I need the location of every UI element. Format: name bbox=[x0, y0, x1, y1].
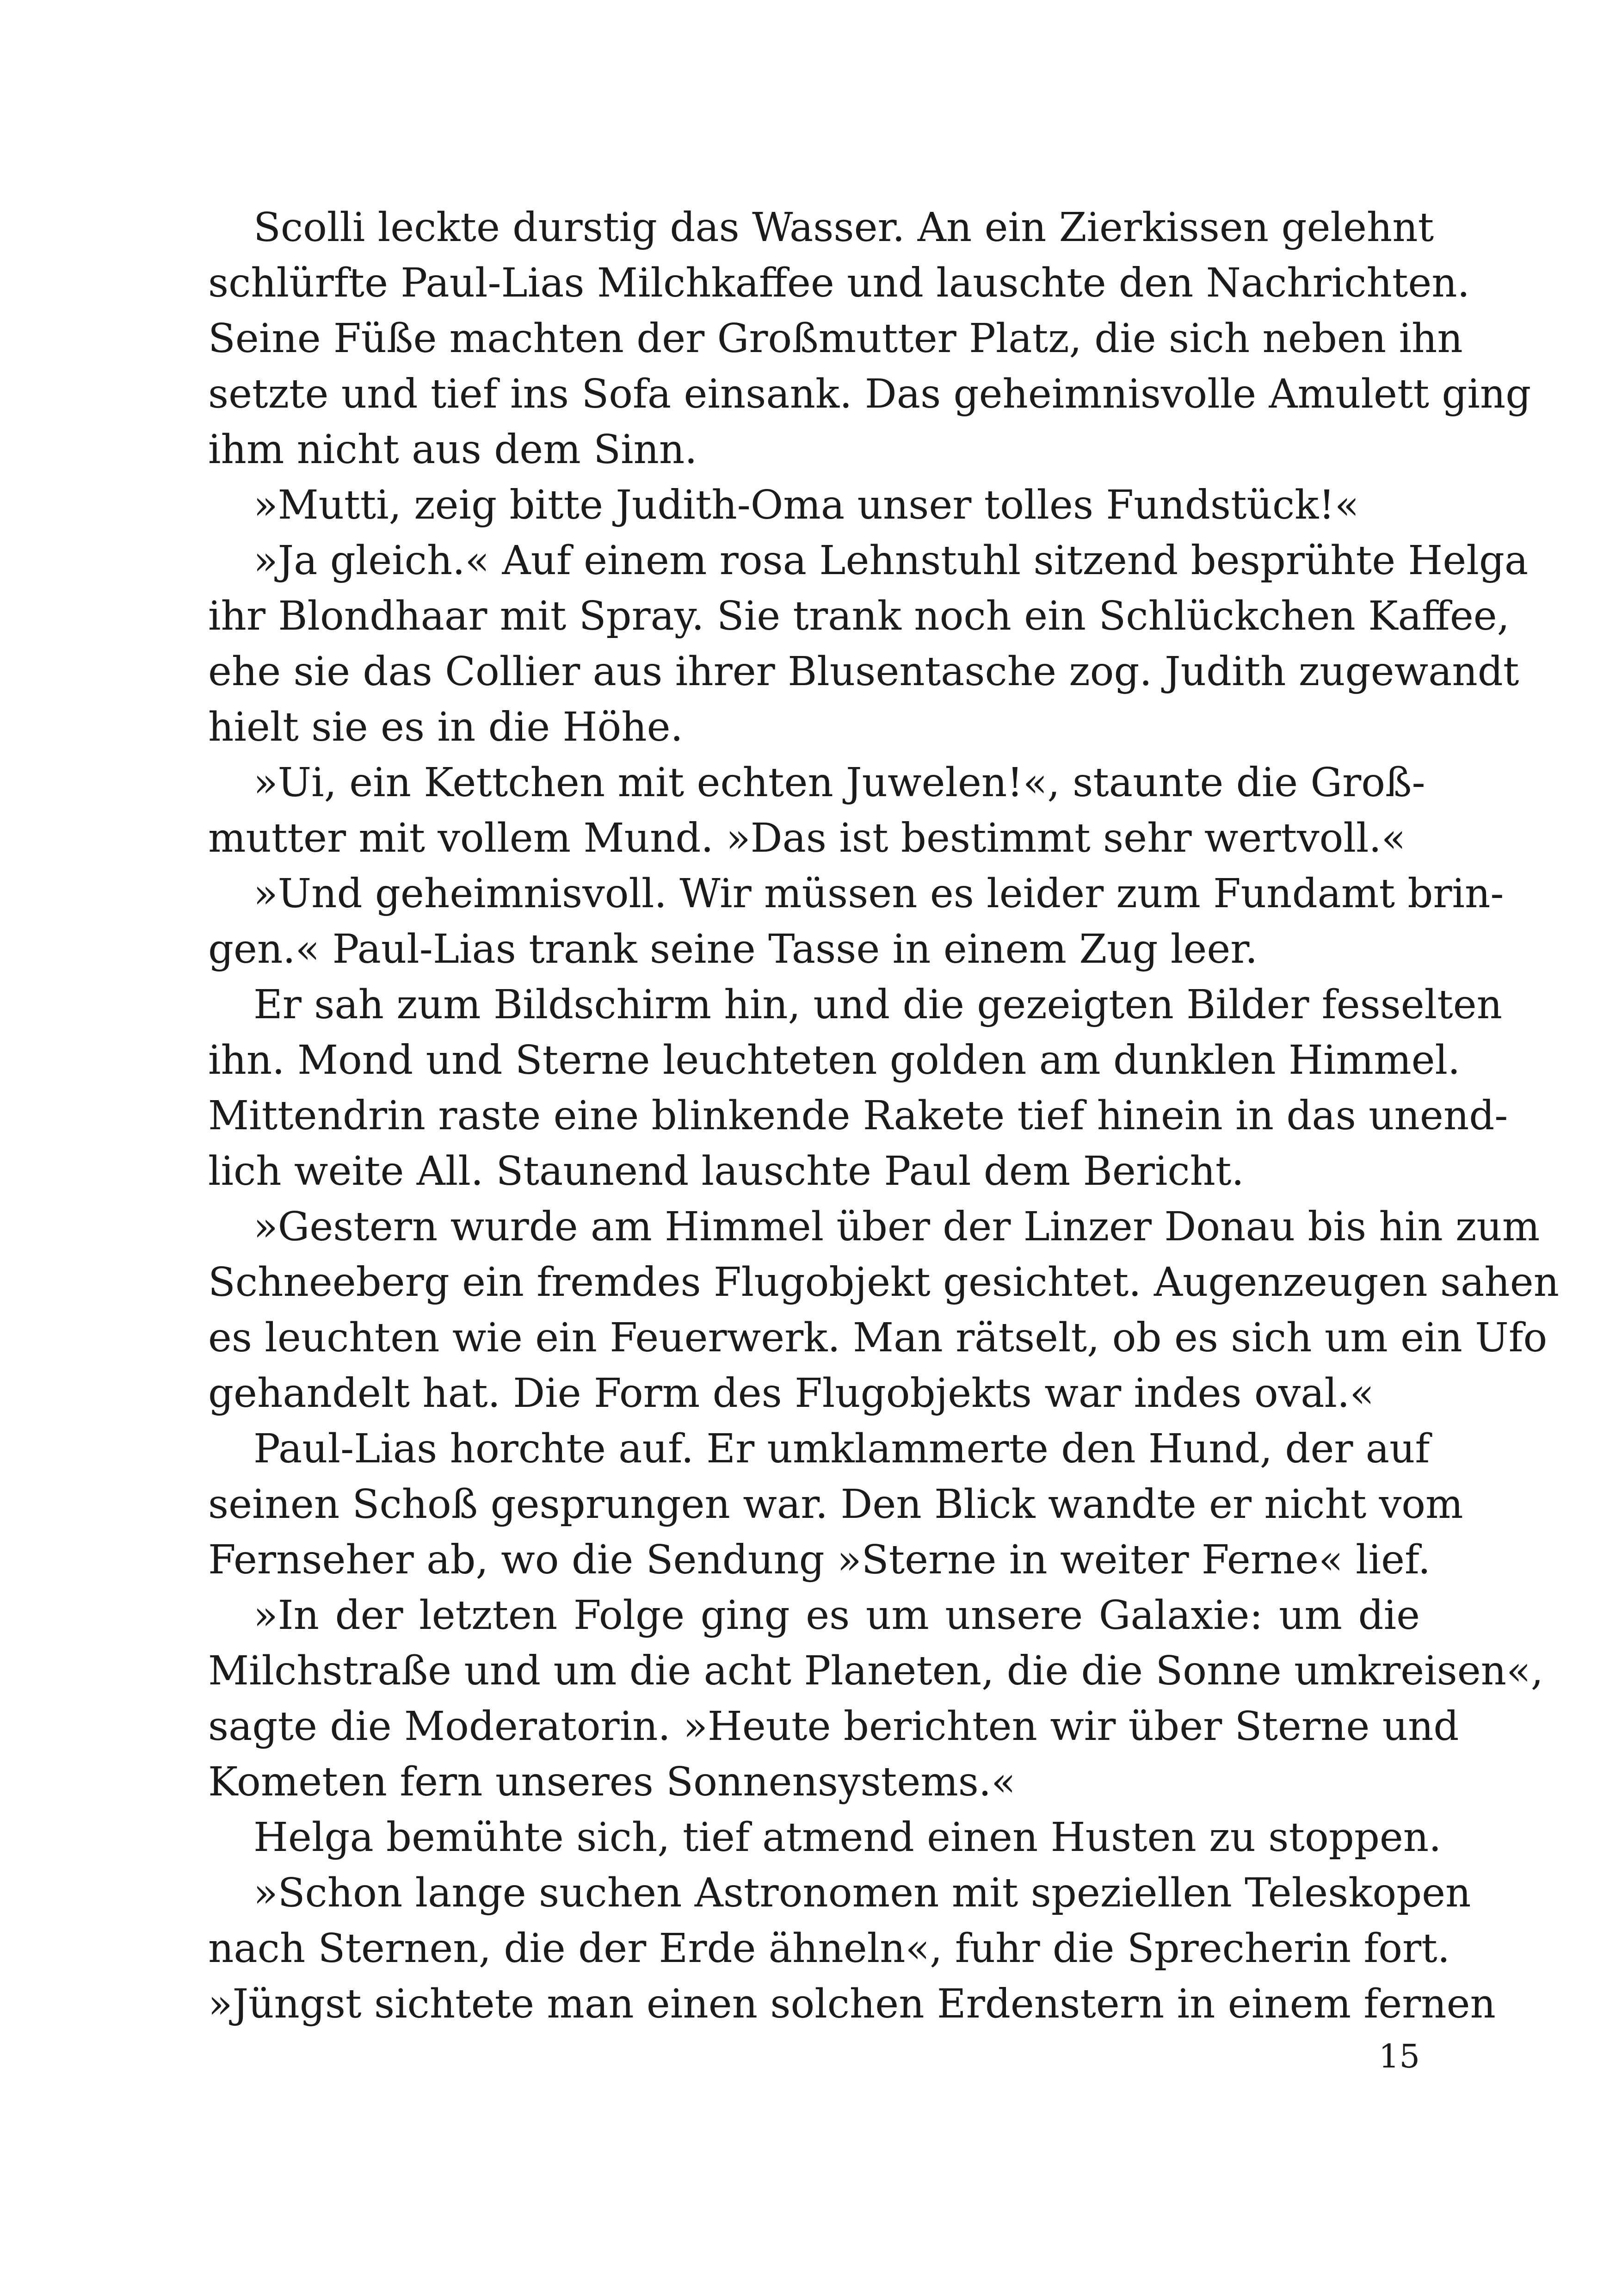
text-line: schlürfte Paul-Lias Milchkaffee und lauschte den Nachrichten. bbox=[208, 260, 1470, 306]
text-line: setzte und tief ins Sofa einsank. Das geheimnisvolle Amulett ging bbox=[208, 371, 1531, 417]
text-line: Helga bemühte sich, tief atmend einen Husten zu stoppen. bbox=[253, 1814, 1442, 1861]
text-line: Scolli leckte durstig das Wasser. An ein Zierkissen gelehnt bbox=[253, 204, 1434, 251]
text-line: ehe sie das Collier aus ihrer Blusentasche zog. Judith zugewandt bbox=[208, 649, 1519, 695]
text-line: gen.« Paul-Lias trank seine Tasse in einem Zug leer. bbox=[208, 926, 1258, 972]
text-line: Kometen fern unseres Sonnensystems.« bbox=[208, 1759, 1016, 1805]
text-line: »Ui, ein Kettchen mit echten Juwelen!«, staunte die Groß- bbox=[253, 760, 1425, 806]
text-line: »In der letzten Folge ging es um unsere Galaxie: um die bbox=[253, 1592, 1420, 1639]
text-line: Fernseher ab, wo die Sendung »Sterne in weiter Ferne« lief. bbox=[208, 1537, 1431, 1583]
text-line: hielt sie es in die Höhe. bbox=[208, 704, 683, 750]
text-line: sagte die Moderatorin. »Heute berichten wir über Sterne und bbox=[208, 1703, 1459, 1750]
text-line: ihn. Mond und Sterne leuchteten golden am dunklen Himmel. bbox=[208, 1037, 1461, 1083]
text-line: »Ja gleich.« Auf einem rosa Lehnstuhl sitzend besprühte Helga bbox=[253, 538, 1529, 584]
text-line: Schneeberg ein fremdes Flugobjekt gesichtet. Augenzeugen sahen bbox=[208, 1259, 1560, 1306]
page-number: 15 bbox=[1378, 2037, 1420, 2075]
text-line: ihr Blondhaar mit Spray. Sie trank noch ein Schlückchen Kaffee, bbox=[208, 593, 1510, 639]
text-line: Seine Füße machten der Großmutter Platz, die sich neben ihn bbox=[208, 316, 1463, 362]
text-line: »Mutti, zeig bitte Judith-Oma unser tolles Fundstück!« bbox=[253, 482, 1359, 528]
text-line: gehandelt hat. Die Form des Flugobjekts war indes oval.« bbox=[208, 1370, 1374, 1417]
text-line: mutter mit vollem Mund. »Das ist bestimmt sehr wertvoll.« bbox=[208, 815, 1406, 861]
text-line: Er sah zum Bildschirm hin, und die gezeigten Bilder fesselten bbox=[253, 982, 1503, 1028]
text-line: »Und geheimnisvoll. Wir müssen es leider zum Fundamt brin- bbox=[253, 871, 1504, 917]
text-line: Paul-Lias horchte auf. Er umklammerte den Hund, der auf bbox=[253, 1426, 1430, 1472]
text-line: es leuchten wie ein Feuerwerk. Man rätselt, ob es sich um ein Ufo bbox=[208, 1315, 1548, 1361]
text-line: »Schon lange suchen Astronomen mit speziellen Teleskopen bbox=[253, 1870, 1471, 1916]
text-line: ihm nicht aus dem Sinn. bbox=[208, 427, 697, 473]
text-line: nach Sternen, die der Erde ähneln«, fuhr die Sprecherin fort. bbox=[208, 1925, 1450, 1972]
text-line: Milchstraße und um die acht Planeten, die die Sonne umkreisen«, bbox=[208, 1648, 1543, 1694]
body-text bbox=[208, 200, 1560, 2032]
text-line: seinen Schoß gesprungen war. Den Blick wandte er nicht vom bbox=[208, 1481, 1463, 1528]
text-line: lich weite All. Staunend lauschte Paul dem Bericht. bbox=[208, 1148, 1244, 1194]
text-line: »Jüngst sichtete man einen solchen Erdenstern in einem fernen bbox=[208, 1981, 1496, 2027]
text-line: Mittendrin raste eine blinkende Rakete tief hinein in das unend- bbox=[208, 1093, 1508, 1139]
text-line: »Gestern wurde am Himmel über der Linzer Donau bis hin zum bbox=[253, 1204, 1540, 1250]
